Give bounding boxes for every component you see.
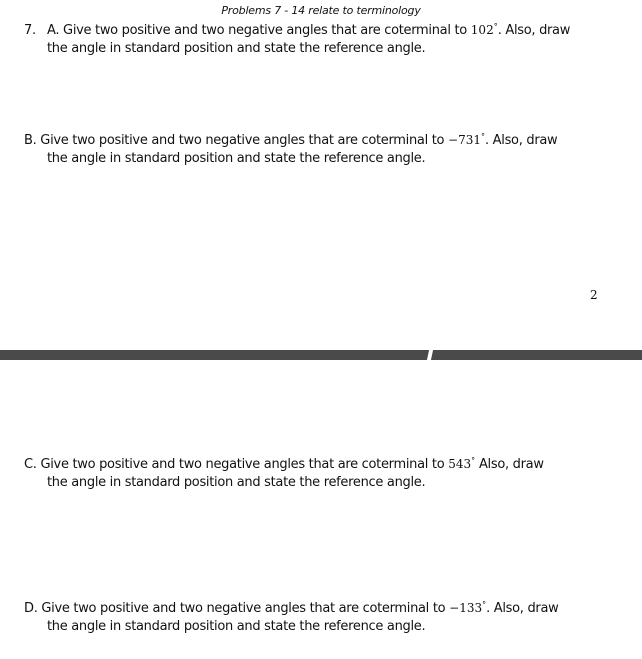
- problem-7b-line1: [24, 128, 634, 150]
- problem-7d-line2: the angle in standard position and state the reference angle.: [47, 619, 426, 634]
- problem-7c: [24, 452, 634, 492]
- problem-letter: C.: [24, 457, 37, 472]
- problem-text-after: Also, draw: [475, 457, 544, 472]
- problem-letter: D.: [24, 601, 38, 616]
- angle-value: 543°: [448, 456, 476, 471]
- problem-7a-line1: [24, 18, 634, 40]
- problem-7d: [24, 596, 634, 636]
- problem-text-after: . Also, draw: [497, 23, 571, 38]
- problem-7a-line2: the angle in standard position and state the reference angle.: [47, 41, 426, 56]
- section-header: Problems 7 - 14 relate to terminology: [221, 4, 421, 17]
- angle-value: −731°: [448, 132, 486, 147]
- problem-number: 7.: [24, 23, 36, 38]
- page-number: 2: [590, 288, 598, 302]
- problem-letter: B.: [24, 133, 37, 148]
- problem-text: Give two positive and two negative angles that are coterminal to: [63, 23, 467, 38]
- angle-value: 102°: [470, 22, 498, 37]
- problem-7a: [24, 18, 634, 58]
- problem-7d-line1: [24, 596, 634, 618]
- problem-7b-line2: the angle in standard position and state the reference angle.: [47, 151, 426, 166]
- page-3: [0, 360, 642, 659]
- problem-7c-line1: [24, 452, 634, 474]
- problem-7b: [24, 128, 634, 168]
- page-divider-band: [0, 350, 642, 360]
- problem-7c-line2: the angle in standard position and state the reference angle.: [47, 475, 426, 490]
- problem-text-after: . Also, draw: [486, 601, 559, 616]
- problem-text: Give two positive and two negative angles that are coterminal to: [40, 457, 445, 472]
- problem-text: Give two positive and two negative angles that are coterminal to: [40, 133, 445, 148]
- angle-value: −133°: [449, 600, 487, 615]
- page-divider: [0, 346, 642, 360]
- problem-text-after: . Also, draw: [485, 133, 558, 148]
- problem-letter: A.: [47, 23, 60, 38]
- problem-text: Give two positive and two negative angles that are coterminal to: [41, 601, 446, 616]
